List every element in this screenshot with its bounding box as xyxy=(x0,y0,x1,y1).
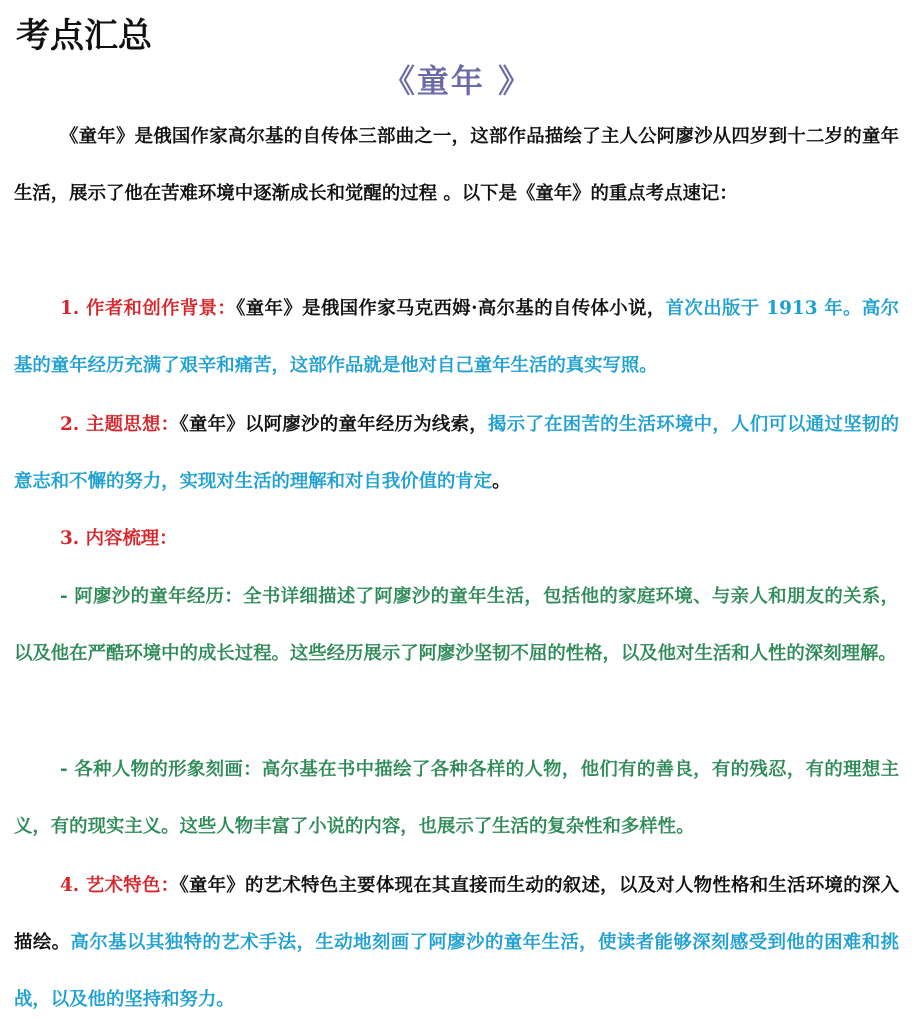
section-highlight: 高尔基以其独特的艺术手法，生动地刻画了阿廖沙的童年生活，使读者能够深刻感受到他的困难和挑战，以及他的坚持和努力。 xyxy=(14,932,899,1010)
book-title: 《童年 》 xyxy=(382,62,533,100)
section-end-punct: 。 xyxy=(492,471,511,492)
section-text: 《童年》是俄国作家马克西姆·高尔基的自传体小说， xyxy=(236,298,666,319)
content-item-characters: - 各种人物的形象刻画：高尔基在书中描绘了各种各样的人物，他们有的善良，有的残忍，有的理想主义，有的现实主义。这些人物丰富了小说的内容，也展示了生活的复杂性和多样性。 xyxy=(14,759,899,837)
section-art-features xyxy=(14,857,899,1028)
section-text: 《童年》以阿廖沙的童年经历为线索， xyxy=(179,414,488,435)
section-author-background xyxy=(14,280,899,394)
section-label: 3. 内容梳理： xyxy=(60,528,178,549)
page-heading: 考点汇总 xyxy=(16,16,152,56)
content-item-childhood: - 阿廖沙的童年经历：全书详细描述了阿廖沙的童年生活，包括他的家庭环境、与亲人和朋友的关系，以及他在严酷环境中的成长过程。这些经历展示了阿廖沙坚韧不屈的性格，以及他对生活和人性的深刻理解。 xyxy=(14,586,899,664)
section-theme xyxy=(14,396,899,510)
section-content-label xyxy=(14,510,899,567)
section-label: 4. 艺术特色： xyxy=(60,875,180,896)
section-label: 2. 主题思想： xyxy=(60,414,180,435)
section-highlight: 首次出版于 1913 年。高尔基的童年经历充满了艰辛和痛苦，这部作品就是他对自己童年生活的真实写照。 xyxy=(14,298,899,376)
section-highlight: 揭示了在困苦的生活环境中，人们可以通过坚韧的意志和不懈的努力，实现对生活的理解和对自我价值的肯定 xyxy=(14,414,899,492)
section-text: 《童年》的艺术特色主要体现在其直接而生动的叙述，以及对人物性格和生活环境的深入描绘。 xyxy=(14,875,899,953)
section-label: 1. 作者和创作背景： xyxy=(60,298,237,319)
intro-paragraph: 《童年》是俄国作家高尔基的自传体三部曲之一，这部作品描绘了主人公阿廖沙从四岁到十二岁的童年生活，展示了他在苦难环境中逐渐成长和觉醒的过程 。以下是《童年》的重点考点速记： xyxy=(14,126,899,204)
